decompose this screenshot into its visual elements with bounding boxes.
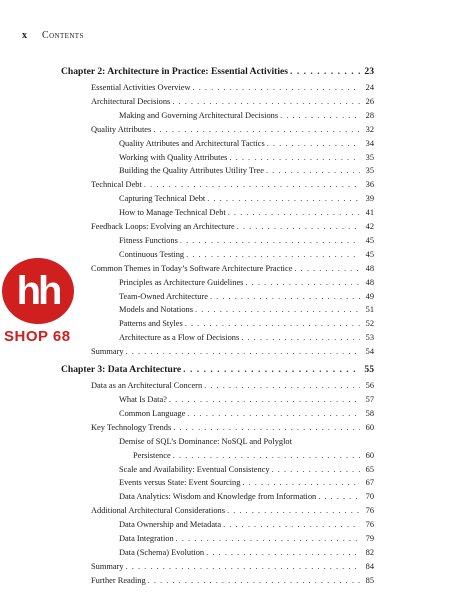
toc-entry bbox=[119, 305, 374, 314]
dot-leader bbox=[210, 292, 360, 301]
toc-chapter-entry bbox=[61, 364, 374, 375]
toc-entry-title: Working with Quality Attributes bbox=[119, 152, 228, 162]
toc-entry-page: 76 bbox=[365, 506, 374, 516]
dot-leader bbox=[173, 423, 360, 432]
toc-entry bbox=[119, 250, 374, 259]
toc-entry bbox=[91, 423, 374, 432]
dot-leader bbox=[228, 208, 360, 217]
toc-entry bbox=[119, 292, 374, 301]
toc-entry-page: 42 bbox=[365, 222, 374, 231]
toc-entry-page: 48 bbox=[365, 263, 374, 273]
dot-leader bbox=[242, 478, 360, 487]
toc-entry bbox=[119, 409, 374, 418]
toc-entry-page: 70 bbox=[365, 492, 374, 502]
dot-leader bbox=[266, 166, 360, 175]
dot-leader bbox=[280, 111, 360, 120]
toc-entry-page: 60 bbox=[365, 422, 374, 432]
toc-entry-title: Further Reading bbox=[91, 575, 146, 585]
toc-entry bbox=[91, 125, 374, 134]
toc-entry-page: 48 bbox=[365, 277, 374, 287]
toc-entry-page: 52 bbox=[365, 319, 374, 329]
toc-entry-title: Quality Attributes and Architectural Tactics bbox=[119, 138, 265, 148]
toc-entry-title: Quality Attributes bbox=[91, 124, 152, 134]
toc-chapter-entry bbox=[61, 66, 374, 77]
toc-entry-title: Summary bbox=[91, 561, 124, 571]
toc-entry-title: Data Ownership and Metadata bbox=[119, 520, 222, 530]
toc-entry-title: Additional Architectural Considerations bbox=[91, 506, 225, 516]
toc-entry-title: Chapter 2: Architecture in Practice: Essential Activities bbox=[61, 66, 289, 77]
toc-entry-page: 35 bbox=[365, 166, 374, 176]
dot-leader bbox=[180, 236, 360, 245]
toc-entry-title: Capturing Technical Debt bbox=[119, 194, 206, 204]
dot-leader bbox=[245, 278, 360, 287]
toc-entry bbox=[119, 492, 374, 501]
toc-entry-title: How to Manage Technical Debt bbox=[119, 208, 226, 218]
toc-entry-page: 65 bbox=[365, 464, 374, 474]
dot-leader bbox=[204, 381, 360, 390]
dot-leader bbox=[185, 319, 360, 328]
dot-leader bbox=[169, 395, 360, 404]
toc-entry-page: 60 bbox=[365, 450, 374, 460]
dot-leader bbox=[237, 222, 360, 231]
toc-entry-page: 36 bbox=[365, 180, 374, 190]
toc-entry-page: 49 bbox=[365, 291, 374, 301]
dot-leader bbox=[207, 194, 360, 203]
toc-entry-title: Making and Governing Architectural Decisions bbox=[119, 110, 279, 120]
toc-entry-page: 76 bbox=[365, 520, 374, 530]
dot-leader bbox=[173, 451, 360, 460]
dot-leader bbox=[176, 534, 360, 543]
toc-entry-page: 26 bbox=[365, 96, 374, 106]
toc-entry-title: Events versus State: Event Sourcing bbox=[119, 478, 241, 488]
toc-entry-page: 53 bbox=[365, 333, 374, 343]
toc-entry-title: Chapter 3: Data Architecture bbox=[61, 364, 182, 376]
toc-entry-title: Architectural Decisions bbox=[91, 96, 171, 106]
watermark-logo-letters: hh bbox=[16, 268, 60, 313]
toc-entry-page: 79 bbox=[365, 534, 374, 543]
dot-leader bbox=[126, 562, 360, 571]
toc-entry-page: 58 bbox=[365, 408, 374, 418]
dot-leader bbox=[183, 364, 360, 375]
dot-leader bbox=[148, 576, 360, 585]
toc-entry-title: Data Analytics: Wisdom and Knowledge from Information bbox=[119, 492, 317, 502]
toc-entry-title: Data (Schema) Evolution bbox=[119, 547, 205, 557]
toc-entry-title: Feedback Loops: Evolving an Architecture bbox=[91, 222, 235, 231]
toc-entry bbox=[91, 97, 374, 106]
toc-entry bbox=[91, 562, 374, 571]
toc-entry-title: Summary bbox=[91, 347, 124, 357]
toc-entry-page: 54 bbox=[365, 347, 374, 357]
toc-entry bbox=[119, 333, 374, 342]
dot-leader bbox=[267, 139, 360, 148]
toc-entry-title: Demise of SQL’s Dominance: NoSQL and Polyglot bbox=[119, 436, 292, 446]
toc-entry-page: 67 bbox=[365, 478, 374, 488]
toc-entry bbox=[91, 222, 374, 231]
dot-leader bbox=[229, 153, 360, 162]
toc-entry-page: 28 bbox=[365, 110, 374, 120]
toc-entry-title: Data Integration bbox=[119, 534, 174, 543]
toc-entry bbox=[119, 278, 374, 287]
toc-entry-page: 23 bbox=[364, 66, 374, 77]
toc-entry bbox=[119, 534, 374, 543]
toc-entry-page: 35 bbox=[365, 152, 374, 162]
toc-entry-page: 24 bbox=[365, 83, 374, 92]
toc-entry bbox=[91, 83, 374, 92]
toc-entry bbox=[91, 180, 374, 189]
toc-entry-title: Essential Activities Overview bbox=[91, 83, 191, 92]
toc-entry-page: 84 bbox=[365, 561, 374, 571]
toc-entry bbox=[91, 506, 374, 515]
toc-entry-page: 32 bbox=[365, 124, 374, 134]
toc-entry bbox=[119, 236, 374, 245]
toc-entry bbox=[119, 153, 374, 162]
toc-entry-title: Technical Debt bbox=[91, 180, 142, 190]
toc-entry-title: Scale and Availability: Eventual Consistency bbox=[119, 464, 270, 474]
running-title: Contents bbox=[42, 30, 84, 41]
toc-entry bbox=[119, 478, 374, 487]
page-number: x bbox=[22, 30, 27, 41]
dot-leader bbox=[241, 333, 360, 342]
toc-entry-title: Patterns and Styles bbox=[119, 319, 183, 329]
toc-entry bbox=[119, 520, 374, 529]
dot-leader bbox=[227, 506, 360, 515]
toc-entry-page: 55 bbox=[364, 364, 374, 376]
toc-entry bbox=[91, 381, 374, 390]
dot-leader bbox=[223, 520, 360, 529]
watermark-logo bbox=[2, 258, 74, 324]
toc-entry bbox=[119, 465, 374, 474]
toc-entry-page: 41 bbox=[365, 208, 374, 218]
toc-entry-title: Data as an Architectural Concern bbox=[91, 381, 203, 391]
dot-leader bbox=[144, 180, 360, 189]
dot-leader bbox=[186, 250, 360, 259]
toc-entry bbox=[119, 208, 374, 217]
toc-entry bbox=[119, 437, 292, 446]
toc-entry-title: Persistence bbox=[133, 450, 171, 460]
toc-entry-title: Common Themes in Today’s Software Architecture Practice bbox=[91, 263, 293, 273]
toc-entry-title: Team-Owned Architecture bbox=[119, 291, 208, 301]
toc-entry bbox=[119, 319, 374, 328]
dot-leader bbox=[290, 66, 360, 77]
toc-entry-title: What Is Data? bbox=[119, 395, 167, 404]
toc-entry-page: 57 bbox=[365, 395, 374, 404]
toc-entry-page: 45 bbox=[365, 249, 374, 259]
dot-leader bbox=[153, 125, 360, 134]
watermark-text: SHOP 68 bbox=[4, 328, 71, 345]
toc-entry bbox=[119, 139, 374, 148]
dot-leader bbox=[272, 465, 360, 474]
toc-entry bbox=[91, 576, 374, 585]
toc-entry bbox=[119, 548, 374, 557]
toc-entry bbox=[119, 395, 374, 404]
toc-entry bbox=[119, 194, 374, 203]
toc-entry-page: 39 bbox=[365, 194, 374, 204]
toc-entry-page: 51 bbox=[365, 305, 374, 315]
toc-entry-title: Building the Quality Attributes Utility Tree bbox=[119, 166, 264, 176]
toc-entry-title: Principles as Architecture Guidelines bbox=[119, 277, 244, 287]
toc-entry bbox=[119, 166, 374, 175]
dot-leader bbox=[193, 83, 360, 92]
toc-entry-page: 56 bbox=[365, 381, 374, 391]
toc-entry bbox=[133, 451, 374, 460]
toc-entry-title: Fitness Functions bbox=[119, 235, 178, 245]
dot-leader bbox=[195, 305, 360, 314]
toc-entry-title: Common Language bbox=[119, 408, 186, 418]
toc-entry-page: 85 bbox=[365, 575, 374, 585]
toc-entry-title: Architecture as a Flow of Decisions bbox=[119, 333, 240, 343]
toc-entry-page: 82 bbox=[365, 547, 374, 557]
dot-leader bbox=[126, 347, 360, 356]
toc-entry-title: Key Technology Trends bbox=[91, 422, 172, 432]
toc-entry-title: Models and Notations bbox=[119, 305, 193, 315]
dot-leader bbox=[172, 97, 360, 106]
toc-entry-page: 34 bbox=[365, 138, 374, 148]
toc-entry bbox=[119, 111, 374, 120]
toc-entry-page: 45 bbox=[365, 235, 374, 245]
toc-entry-title: Continuous Testing bbox=[119, 249, 185, 259]
toc-entry bbox=[91, 347, 374, 356]
dot-leader bbox=[294, 264, 360, 273]
dot-leader bbox=[187, 409, 360, 418]
toc-entry bbox=[91, 264, 374, 273]
dot-leader bbox=[318, 492, 360, 501]
dot-leader bbox=[206, 548, 360, 557]
